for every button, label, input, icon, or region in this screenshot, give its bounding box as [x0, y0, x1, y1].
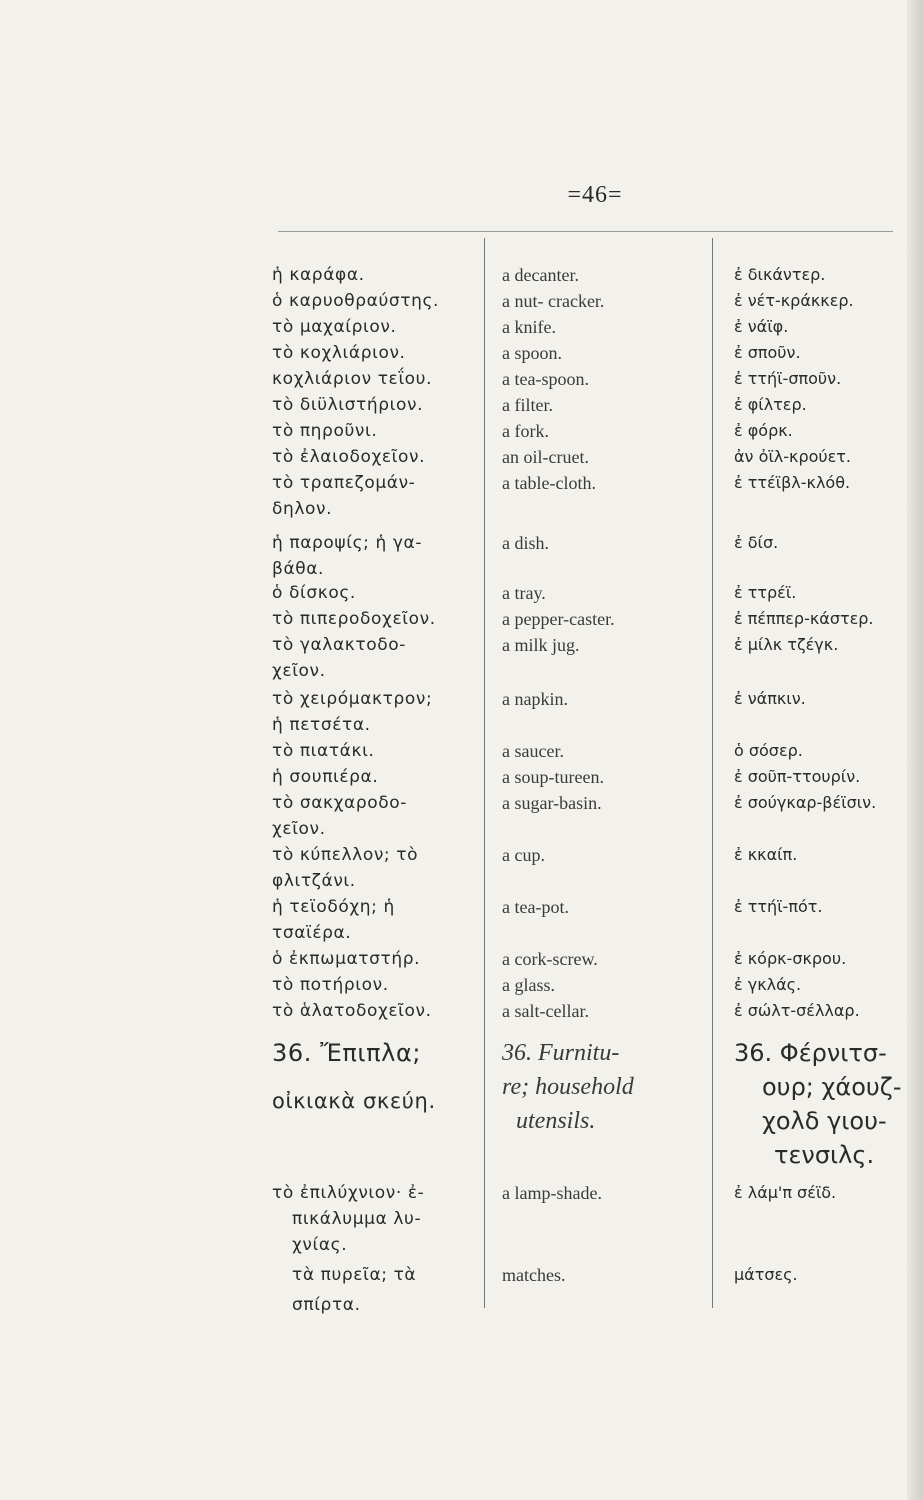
phonetic-term: ἐ ττέϊβλ-κλόθ. [734, 473, 851, 492]
english-term: a cork-screw. [502, 949, 598, 969]
section-title-greek: 36. Ἔπιπλα; οἰκιακὰ σκεύη. [272, 1039, 436, 1113]
greek-term: φλιτζάνι. [272, 871, 356, 891]
phonetic-term: ἐ σώλτ-σέλλαρ. [734, 1001, 860, 1020]
column-divider [712, 238, 713, 1308]
greek-term: κοχλιάριον τεΐου. [272, 369, 433, 389]
greek-term: τὸ ποτήριον. [272, 975, 389, 995]
english-term: a spoon. [502, 343, 562, 363]
greek-term: τὸ ἁλατοδοχεῖον. [272, 1001, 432, 1021]
english-term: a saucer. [502, 741, 564, 761]
phonetic-term: μάτσες. [734, 1265, 798, 1284]
phonetic-term: ἐ νάπκιν. [734, 689, 806, 708]
greek-term: τὸ κύπελλον; τὸ [272, 845, 419, 865]
phonetic-term: ἐ σοῦπ-ττουρίν. [734, 767, 861, 786]
phonetic-term: ὁ σόσερ. [734, 741, 803, 760]
greek-term: ὁ δίσκος. [272, 583, 356, 603]
phonetic-term: ἐ κκαίπ. [734, 845, 798, 864]
greek-term: σπίρτα. [292, 1295, 361, 1315]
phonetic-term: ἐ κόρκ-σκρου. [734, 949, 847, 968]
phonetic-term: ἐ νάϊφ. [734, 317, 789, 336]
english-term: a knife. [502, 317, 556, 337]
greek-term: ἡ τεϊοδόχη; ἡ [272, 897, 395, 917]
english-term: matches. [502, 1265, 566, 1285]
greek-term: τὸ τραπεζομάν- [272, 473, 416, 493]
english-term: a decanter. [502, 265, 579, 285]
english-term: a milk jug. [502, 635, 580, 655]
english-term: a tray. [502, 583, 546, 603]
greek-term: ἡ σουπιέρα. [272, 767, 379, 787]
greek-term: τὸ μαχαίριον. [272, 317, 397, 337]
greek-term: τὰ πυρεῖα; τὰ [292, 1265, 417, 1285]
greek-term: δηλον. [272, 499, 333, 519]
greek-term: ἡ καράφα. [272, 265, 365, 285]
english-term: a sugar-basin. [502, 793, 602, 813]
english-term: a salt-cellar. [502, 1001, 589, 1021]
section-title-phonetic: 36. Φέρνιτσ- ουρ; χάουζ- χολδ γιου- τενσιλς. [734, 1039, 902, 1169]
english-term: a tea-spoon. [502, 369, 589, 389]
greek-term: χνίας. [292, 1235, 348, 1255]
greek-term: τὸ πηροῦνι. [272, 421, 378, 441]
greek-term: τὸ πιατάκι. [272, 741, 375, 761]
greek-term: τὸ κοχλιάριον. [272, 343, 406, 363]
greek-term: χεῖον. [272, 661, 326, 681]
english-term: a fork. [502, 421, 549, 441]
english-term: a table-cloth. [502, 473, 596, 493]
phonetic-term: ἐ φόρκ. [734, 421, 793, 440]
phonetic-term: ἐ ττήϊ-πότ. [734, 897, 823, 916]
english-term: a nut- cracker. [502, 291, 605, 311]
phonetic-term: ἐ ττρέϊ. [734, 583, 797, 602]
section-title-english: 36. Furnitu- re; household utensils. [502, 1040, 634, 1134]
greek-term: ἡ παροψίς; ἡ γα- [272, 533, 423, 553]
greek-term: τὸ πιπεροδοχεῖον. [272, 609, 436, 629]
greek-term: ὁ ἐκπωματστήρ. [272, 949, 421, 969]
english-term: a tea-pot. [502, 897, 569, 917]
english-term: a dish. [502, 533, 549, 553]
greek-term: ὁ καρυοθραύστης. [272, 291, 440, 311]
english-term: a napkin. [502, 689, 568, 709]
greek-term: τὸ γαλακτοδο- [272, 635, 406, 655]
column-divider [484, 238, 485, 1308]
phonetic-term: ἐ σποῦν. [734, 343, 801, 362]
phonetic-term: ἐ ττήϊ-σποῦν. [734, 369, 842, 388]
english-term: a soup-tureen. [502, 767, 604, 787]
phonetic-term: ἐ λάμ'π σέϊδ. [734, 1183, 837, 1202]
phonetic-term: ἐ σούγκαρ-βέϊσιν. [734, 793, 877, 812]
greek-term: βάθα. [272, 559, 325, 579]
greek-term: τὸ ἐπιλύχνιον· ἐ- [272, 1183, 425, 1203]
english-term: a pepper-caster. [502, 609, 615, 629]
english-term: a lamp-shade. [502, 1183, 602, 1203]
greek-term: τὸ ἐλαιοδοχεῖον. [272, 447, 426, 467]
phonetic-term: ἐ δικάντερ. [734, 265, 826, 284]
english-term: an oil-cruet. [502, 447, 589, 467]
phonetic-term: ἐ πέππερ-κάστερ. [734, 609, 874, 628]
greek-term: πικάλυμμα λυ- [292, 1209, 422, 1229]
english-term: a filter. [502, 395, 553, 415]
page-number: =46= [567, 182, 623, 208]
greek-term: χεῖον. [272, 819, 326, 839]
phonetic-term: ἐ δίσ. [734, 533, 779, 552]
greek-term: ἡ πετσέτα. [272, 715, 371, 735]
page-edge [907, 0, 923, 1500]
english-term: a cup. [502, 845, 545, 865]
phonetic-term: ἐ μίλκ τζέγκ. [734, 635, 839, 654]
phonetic-term: ἐ φίλτερ. [734, 395, 807, 414]
phonetic-term: ἐ νέτ-κράκκερ. [734, 291, 854, 310]
greek-term: τὸ χειρόμακτρον; [272, 689, 433, 709]
english-term: a glass. [502, 975, 555, 995]
greek-term: τσαϊέρα. [272, 923, 352, 943]
phonetic-term: ἐ γκλάς. [734, 975, 802, 994]
header-rule [278, 231, 893, 232]
greek-term: τὸ σακχαροδο- [272, 793, 407, 813]
phonetic-term: ἀν ὀϊλ-κρούετ. [734, 447, 852, 466]
greek-term: τὸ διϋλιστήριον. [272, 395, 424, 415]
